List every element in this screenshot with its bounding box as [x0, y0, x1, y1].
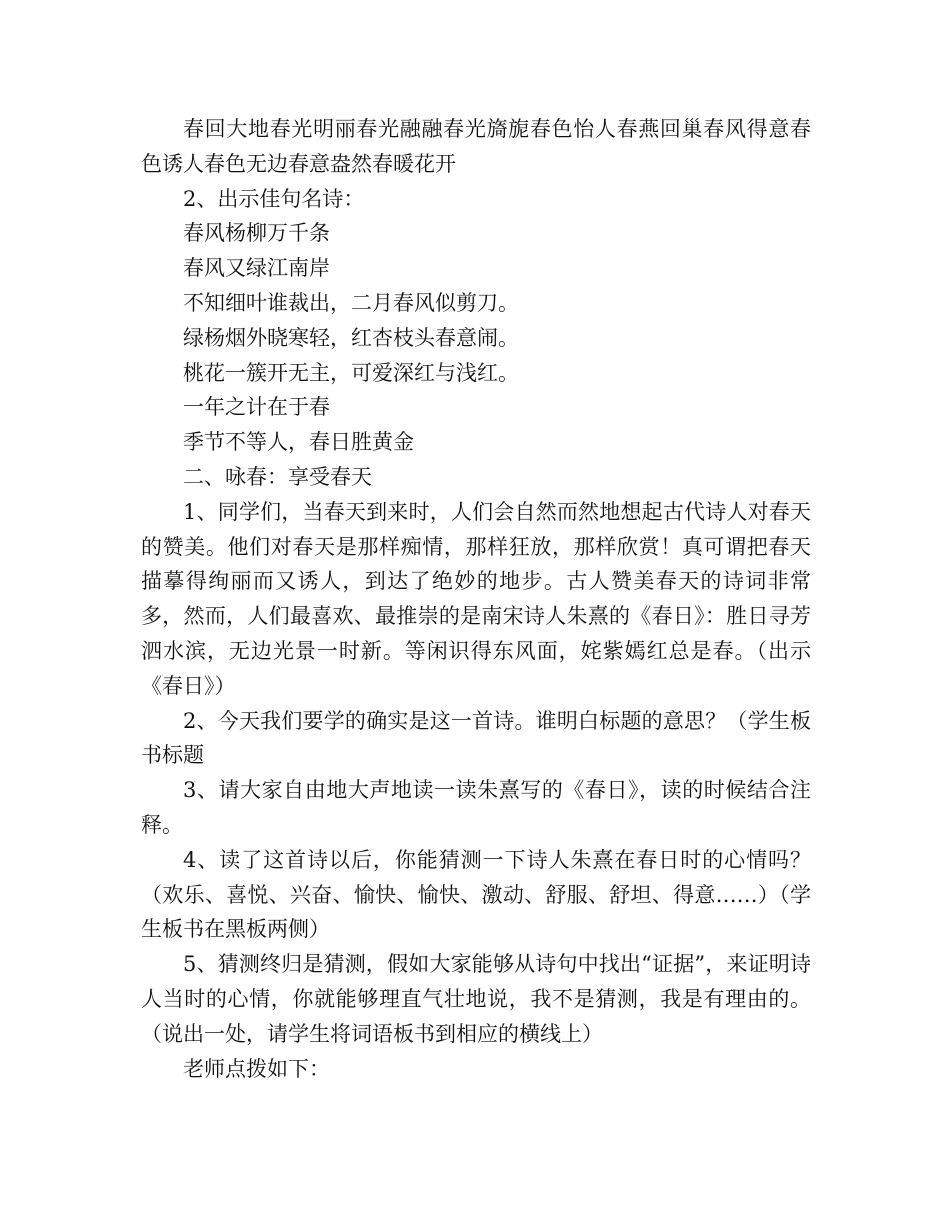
paragraph-poem-line: 春风又绿江南岸	[183, 256, 330, 281]
paragraph-teacher-note: 老师点拨如下：	[183, 1056, 330, 1081]
paragraph-poem-line: 一年之计在于春	[183, 395, 330, 420]
paragraph-poem-line: 绿杨烟外晓寒轻，红杏枝头春意闹。	[183, 325, 519, 350]
paragraph-step-5: 5、猜测终归是猜测，假如大家能够从诗句中找出“证据”，来证明诗人当时的心情，你就能够理直气壮地说，我不是猜测，我是有理由的。（说出一处，请学生将词语板书到相应的横线上）	[141, 952, 811, 1046]
paragraph-step-1: 1、同学们，当春天到来时，人们会自然而然地想起古代诗人对春天的赞美。他们对春天是那样痴情，那样狂放，那样欣赏！真可谓把春天描摹得绚丽而又诱人，到达了绝妙的地步。古人赞美春天的诗词非常多，然而，人们最喜欢、最推崇的是南宋诗人朱熹的《春日》：胜日寻芳泗水滨，无边光景一时新。等闲识得东风面，姹紫嫣红总是春。（出示《春日》）	[141, 499, 811, 698]
paragraph-step-2: 2、今天我们要学的确实是这一首诗。谁明白标题的意思？（学生板书标题	[141, 708, 811, 768]
paragraph-poem-line: 桃花一簇开无主，可爱深红与浅红。	[183, 360, 519, 385]
paragraph-section-heading: 二、咏春：享受春天	[183, 464, 372, 489]
paragraph-step-4: 4、读了这首诗以后，你能猜测一下诗人朱熹在春日时的心情吗？（欢乐、喜悦、兴奋、愉快、愉快、激动、舒服、舒坦、得意……）（学生板书在黑板两侧）	[141, 847, 811, 942]
paragraph-poem-line: 不知细叶谁裁出，二月春风似剪刀。	[183, 290, 519, 315]
document-body	[141, 112, 811, 1086]
paragraph-poem-line: 季节不等人，春日胜黄金	[183, 430, 414, 455]
paragraph-spring-phrases: 春回大地春光明丽春光融融春光旖旎春色怡人春燕回巢春风得意春色诱人春色无边春意盎然春暖花开	[141, 117, 811, 176]
paragraph-step-3: 3、请大家自由地大声地读一读朱熹写的《春日》，读的时候结合注释。	[141, 778, 811, 837]
paragraph-section-heading-poems: 2、出示佳句名诗：	[183, 186, 365, 211]
paragraph-poem-line: 春风杨柳万千条	[183, 221, 330, 246]
